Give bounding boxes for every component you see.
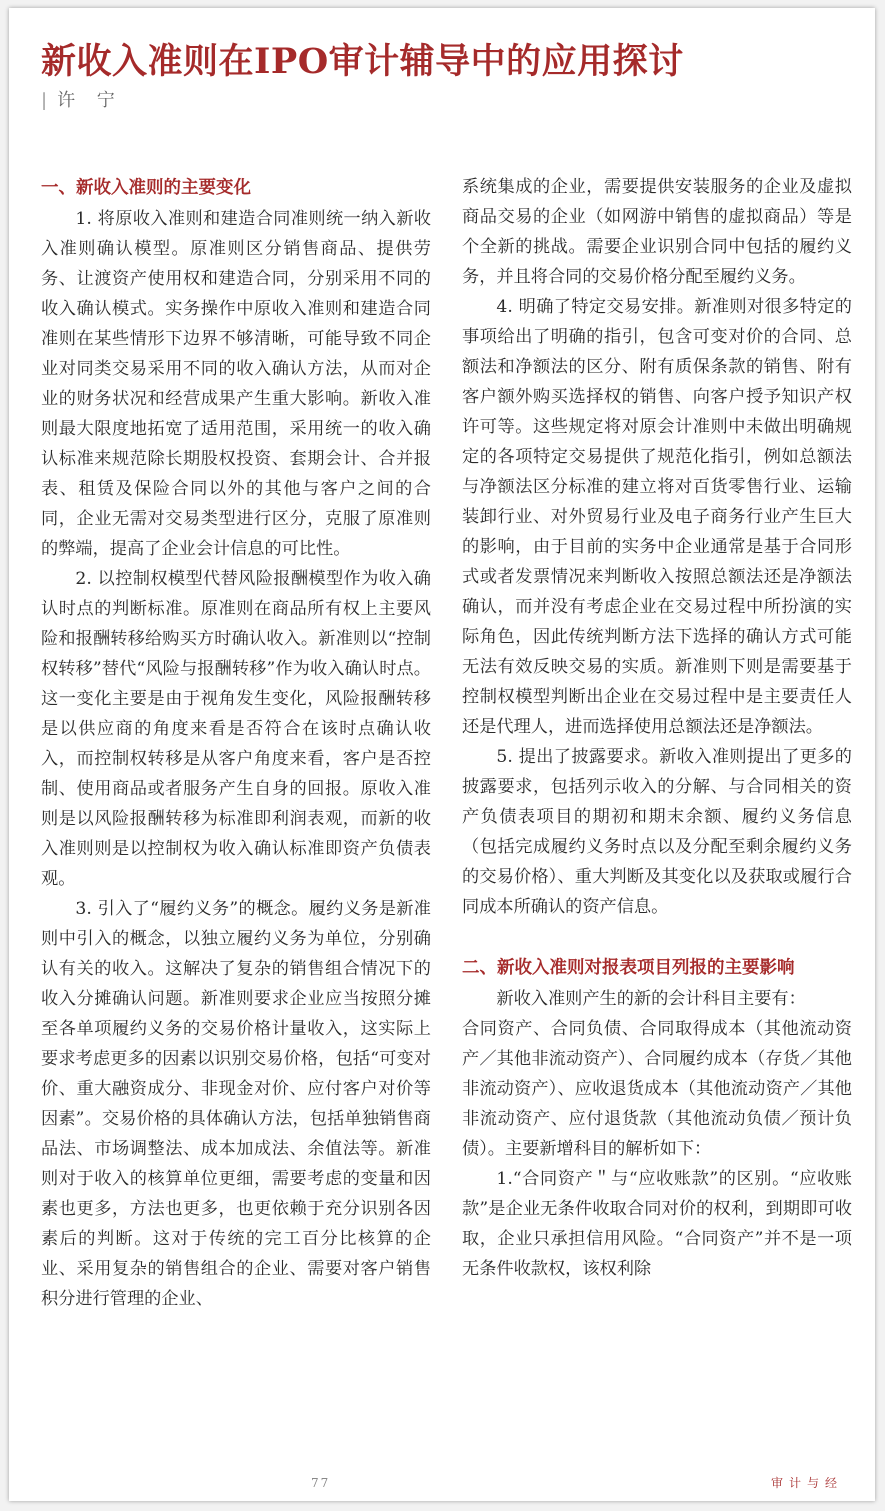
paragraph-5: 5. 提出了披露要求。新收入准则提出了更多的披露要求，包括列示收入的分解、与合同相关的资产负债表项目的期初和期末余额、履约义务信息（包括完成履约义务时点以及分配至剩余履约义务的交易价格）、重大判断及其变化以及获取或履行合同成本所确认的资产信息。 <box>462 747 852 917</box>
paragraph-7: 合同资产、合同负债、合同取得成本（其他流动资产／其他非流动资产）、合同履约成本（存货／其他非流动资产）、应收退货成本（其他流动资产／其他非流动资产、应付退货款（其他流动负债／预计负债）。主要新增科目的解析如下： <box>462 1019 852 1159</box>
paragraph-1: 1. 将原收入准则和建造合同准则统一纳入新收入准则确认模型。原准则区分销售商品、提供劳务、让渡资产使用权和建造合同，分别采用不同的收入确认模式。实务操作中原收入准则和建造合同准则在某些情形下边界不够清晰，可能导致不同企业对同类交易采用不同的收入确认方法，从而对企业的财务状况和经营成果产生重大影响。新收入准则最大限度地拓宽了适用范围，采用统一的收入确认标准来规范除长期股权投资、套期会计、合并报表、租赁及保险合同以外的其他与客户之间的合同，企业无需对交易类型进行区分，克服了原准则的弊端，提高了企业会计信息的可比性。 <box>41 209 431 559</box>
section-heading-1: 一、新收入准则的主要变化 <box>41 178 251 198</box>
magazine-name: 审计与经 <box>771 1476 844 1490</box>
paragraph-8: 1.“合同资产＂与“应收账款”的区别。“应收账款”是企业无条件收取合同对价的权利，到期即可收取，企业只承担信用风险。“合同资产”并不是一项无条件收款权，该权利除 <box>462 1169 852 1279</box>
right-column <box>462 172 852 1284</box>
author-line <box>41 88 123 114</box>
page-number: 77 <box>311 1476 331 1490</box>
paragraph-6: 新收入准则产生的新的会计科目主要有： <box>496 989 806 1009</box>
author-name: 许 宁 <box>57 90 123 111</box>
section-heading-2: 二、新收入准则对报表项目列报的主要影响 <box>462 958 795 978</box>
page <box>9 8 875 1501</box>
paragraph-2: 2. 以控制权模型代替风险报酬模型作为收入确认时点的判断标准。原准则在商品所有权上主要风险和报酬转移给购买方时确认收入。新准则以“控制权转移”替代“风险与报酬转移”作为收入确认时点。这一变化主要是由于视角发生变化，风险报酬转移是以供应商的角度来看是否符合在该时点确认收入，而控制权转移是从客户角度来看，客户是否控制、使用商品或者服务产生自身的回报。原收入准则是以风险报酬转移为标准即利润表观，而新的收入准则则是以控制权为收入确认标准即资产负债表观。 <box>41 569 431 889</box>
article-title: 新收入准则在IPO审计辅导中的应用探讨 <box>41 41 684 82</box>
paragraph-3: 3. 引入了“履约义务”的概念。履约义务是新准则中引入的概念，以独立履约义务为单位，分别确认有关的收入。这解决了复杂的销售组合情况下的收入分摊确认问题。新准则要求企业应当按照分摊至各单项履约义务的交易价格计量收入，这实际上要求考虑更多的因素以识别交易价格，包括“可变对价、重大融资成分、非现金对价、应付客户对价等因素”。交易价格的具体确认方法，包括单独销售商品法、市场调整法、成本加成法、余值法等。新准则对于收入的核算单位更细，需要考虑的变量和因素也更多，方法也更多，也更依赖于充分识别各因素后的判断。这对于传统的完工百分比核算的企业、采用复杂的销售组合的企业、需要对客户销售积分进行管理的企业、 <box>41 899 431 1309</box>
paragraph-3-continued: 系统集成的企业，需要提供安装服务的企业及虚拟商品交易的企业（如网游中销售的虚拟商品）等是个全新的挑战。需要企业识别合同中包括的履约义务，并且将合同的交易价格分配至履约义务。 <box>462 177 852 287</box>
author-bar: | <box>41 90 48 111</box>
left-column <box>41 172 431 1314</box>
paragraph-4: 4. 明确了特定交易安排。新准则对很多特定的事项给出了明确的指引，包含可变对价的合同、总额法和净额法的区分、附有质保条款的销售、附有客户额外购买选择权的销售、向客户授予知识产权许可等。这些规定将对原会计准则中未做出明确规定的各项特定交易提供了规范化指引，例如总额法与净额法区分标准的建立将对百货零售行业、运输装卸行业、对外贸易行业及电子商务行业产生巨大的影响，由于目前的实务中企业通常是基于合同形式或者发票情况来判断收入按照总额法还是净额法确认，而并没有考虑企业在交易过程中所扮演的实际角色，因此传统判断方法下选择的确认方式可能无法有效反映交易的实质。新准则下则是需要基于控制权模型判断出企业在交易过程中是主要责任人还是代理人，进而选择使用总额法还是净额法。 <box>462 297 852 737</box>
